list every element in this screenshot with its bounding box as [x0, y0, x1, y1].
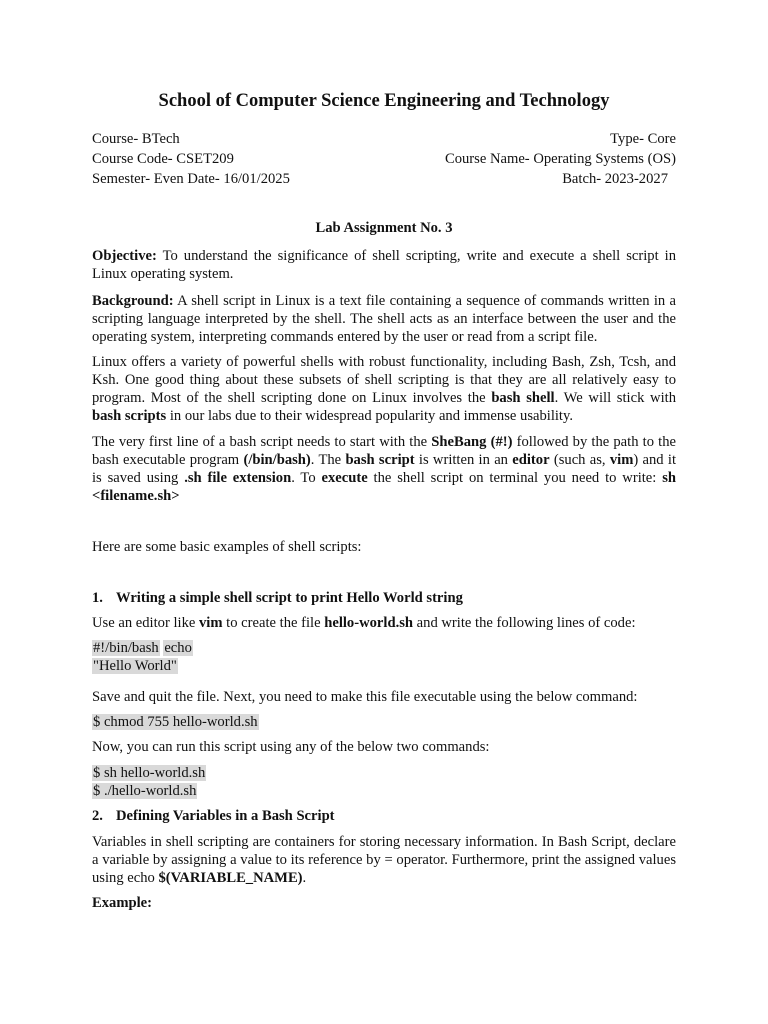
document-page: [92, 0, 676, 1024]
shebang-text-3: . The: [310, 452, 346, 468]
bash-shell-bold: bash shell: [491, 390, 555, 406]
meta-row-2: [92, 149, 676, 169]
variables-text: Variables in shell scripting are containers for storing necessary information. In Bash Script, declare a variable by assigning a value to its reference by = operator. Furthermore, print the assigned values using echo: [92, 834, 676, 886]
intro-text-1: Use an editor like: [92, 615, 199, 631]
linux-shells-paragraph: [92, 353, 676, 425]
shebang-text-1: The very first line of a bash script needs to start with the: [92, 434, 432, 450]
code-echo: echo: [164, 640, 192, 656]
course-code-label: Course Code- CSET209: [92, 151, 234, 167]
semester-date-label: Semester- Even Date- 16/01/2025: [92, 171, 290, 187]
background-paragraph: [92, 292, 676, 346]
intro-text-2: to create the file: [222, 615, 325, 631]
code-block-line-2: [92, 657, 676, 675]
bash-script-bold: bash script: [345, 452, 415, 468]
code-hello-world-string: "Hello World": [93, 658, 177, 674]
objective-paragraph: [92, 247, 676, 283]
run-script-text: Now, you can run this script using any of the below two commands:: [92, 739, 490, 755]
vim-bold: vim: [609, 452, 634, 468]
meta-row-1: [92, 129, 676, 149]
run-line-1: [92, 764, 676, 782]
example-label: Example:: [92, 895, 152, 911]
shebang-text-4: is written in an: [414, 452, 513, 468]
run-line-2: [92, 782, 676, 800]
shebang-text-7: . To: [291, 470, 322, 486]
shebang-text-8: the shell script on terminal you need to write:: [367, 470, 663, 486]
shebang-paragraph: [92, 433, 676, 505]
section-1-intro: [92, 614, 676, 632]
variables-text-end: .: [302, 870, 307, 886]
shebang-text-5: (such as,: [549, 452, 610, 468]
intro-filename-bold: hello-world.sh: [324, 615, 414, 631]
bash-scripts-bold: bash scripts: [92, 408, 167, 424]
code-block-line-1: [92, 639, 676, 657]
batch-label: Batch- 2023-2027: [562, 171, 668, 187]
intro-vim-bold: vim: [199, 615, 223, 631]
background-label: Background:: [92, 293, 174, 309]
shebang-text-2: followed by the path to the bash executable program: [92, 434, 676, 468]
background-text: A shell script in Linux is a text file containing a sequence of commands written in a scripting language interpreted by the shell. The shell acts as an interface between the user and the operating system, interpreting commands entered by the user or read from a script file.: [92, 293, 676, 345]
section-1-heading: [92, 589, 676, 607]
editor-bold: editor: [512, 452, 550, 468]
code-shebang: #!/bin/bash: [93, 640, 159, 656]
section-2-heading: [92, 807, 676, 825]
run-command-sh: $ sh hello-world.sh: [93, 765, 206, 781]
section-2-title: Defining Variables in a Bash Script: [116, 808, 335, 824]
document-title: School of Computer Science Engineering and Technology: [158, 91, 610, 111]
save-quit-text: Save and quit the file. Next, you need to make this file executable using the below command:: [92, 689, 638, 705]
type-label: Type- Core: [610, 131, 676, 147]
section-2-number: 2.: [92, 808, 103, 824]
shebang-text-6: ) and it is saved using: [92, 452, 676, 486]
lab-assignment-title: Lab Assignment No. 3: [315, 220, 453, 236]
linux-text-1: Linux offers a variety of powerful shells with robust functionality, including Bash, Zsh, Tcsh, and Ksh. One good thing about these subsets of shell scripting is that they are all relatively easy to program. Most of the shell scripting done on Linux involves the: [92, 354, 676, 406]
objective-label: Objective:: [92, 248, 157, 264]
section-1-title: Writing a simple shell script to print Hello World string: [116, 590, 463, 606]
chmod-line: [92, 713, 676, 731]
chmod-command: $ chmod 755 hello-world.sh: [93, 714, 258, 730]
sh-extension-bold: .sh file extension: [184, 470, 292, 486]
objective-text: To understand the significance of shell scripting, write and execute a shell script in Linux operating system.: [92, 248, 676, 282]
examples-intro: Here are some basic examples of shell scripts:: [92, 539, 362, 555]
course-name-label: Course Name- Operating Systems (OS): [444, 151, 676, 167]
section-1-number: 1.: [92, 590, 103, 606]
variables-paragraph: [92, 833, 676, 887]
execute-bold: execute: [321, 470, 368, 486]
shebang-bold: SheBang (#!): [431, 434, 513, 450]
course-label: Course- BTech: [92, 131, 180, 147]
sh-filename-bold: sh <filename.sh>: [92, 470, 676, 504]
linux-text-3: in our labs due to their widespread popularity and immense usability.: [166, 408, 573, 424]
intro-text-3: and write the following lines of code:: [413, 615, 636, 631]
variable-name-bold: $(VARIABLE_NAME): [158, 870, 303, 886]
run-command-dot-slash: $ ./hello-world.sh: [93, 783, 197, 799]
example-label-row: [92, 894, 676, 912]
meta-row-3: [92, 169, 676, 189]
bin-bash-bold: (/bin/bash): [243, 452, 311, 468]
linux-text-2: . We will stick with: [554, 390, 676, 406]
